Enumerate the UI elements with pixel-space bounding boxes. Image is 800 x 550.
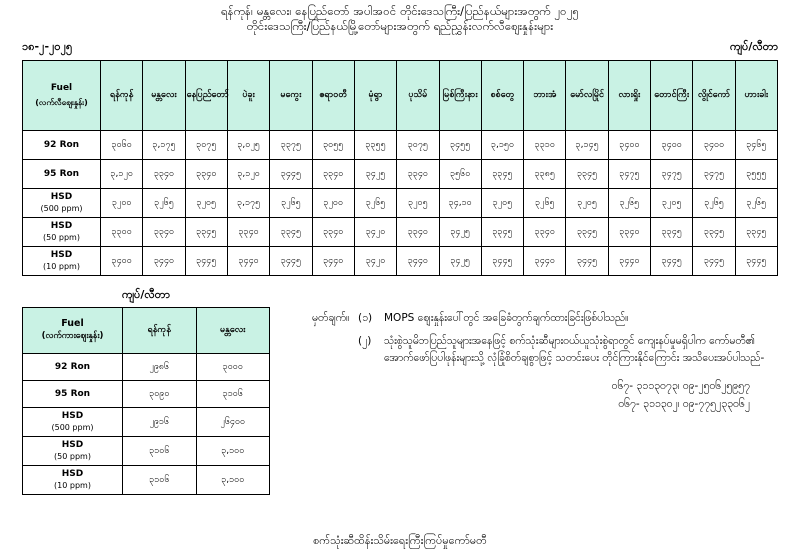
table-row [23,354,270,381]
price-cell: ၃၃၁၀ [524,131,566,160]
price-cell: ၃၃၀၀ [101,218,143,247]
column-header-10: ဘားအံ [524,61,566,131]
price-cell: ၃၂၆၅ [354,189,396,218]
header-line-1: ရန်ကုန်၊ မန္တလေး၊ နေပြည်တော် အပါအဝင် တိုင်းဒေသကြီး/ပြည်နယ်များအတွက် ၂၀၂၅ [220,4,580,18]
price-cell: ၃၄၂၅ [354,160,396,189]
fuel-header-subtitle: (လက်လီဈေးနှုန်း) [35,98,88,107]
contact-phone: ၀၆၇- ၃၁၁၃၀၇၃၊ ၀၉-၂၅၀၆၂၅၉၅၇ [611,380,750,392]
price-cell: ၂၆၄၀၀ [196,408,270,437]
price-cell: ၃၂၆၅ [143,189,185,218]
price-cell: ၃၂၆၅ [735,189,777,218]
price-cell: ၃၄၄၅ [735,247,777,276]
price-cell: ၃၃၄၀ [143,218,185,247]
price-cell: ၃၂၆၅ [270,189,312,218]
price-cell: ၃၄၄၅ [566,247,608,276]
column-header-6: မုံရွာ [354,61,396,131]
document-header [0,0,800,34]
main-table-head [23,61,778,131]
table-row [23,466,270,495]
column-header-14: လွိုင်ကော် [693,61,735,131]
price-cell: ၃၃၄၅ [270,218,312,247]
small-table-body [23,354,270,495]
price-cell: ၃၄၇၅ [693,160,735,189]
price-cell: ၃၃၄၀ [185,160,227,189]
column-header-15: ဟားခါး [735,61,777,131]
price-cell: ၃၀၅၅ [312,131,354,160]
table-row [23,381,270,408]
price-cell: ၃၀၇၅ [185,131,227,160]
price-cell: ၃၅၆၀ [439,160,481,189]
price-cell: ၃၄၂၀ [354,218,396,247]
note-number: (၁) [358,312,373,324]
row-label [23,189,101,218]
price-cell: ၃,၁၇၅ [227,189,269,218]
table-row [23,131,778,160]
row-label [23,381,123,408]
price-cell: ၃၀၉၀ [123,381,197,408]
row-label-sub: (500 ppm) [51,423,94,432]
price-cell: ၃,၁၀၀ [196,437,270,466]
price-cell: ၃၄၄၀ [143,247,185,276]
price-cell: ၃,၁၇၅ [143,131,185,160]
price-cell: ၃၂၀၅ [651,189,693,218]
row-label-sub: (500 ppm) [40,204,83,213]
price-cell: ၃၄၄၀ [312,247,354,276]
wholesale-fuel-header-subtitle: (လက်ကားဈေးနှုန်း) [41,331,104,341]
price-cell: ၃၂၀၅ [481,189,523,218]
contact-phone-list [312,377,778,413]
price-cell: ၃၃၄၅ [566,160,608,189]
price-cell: ၃၁၀၆ [196,381,270,408]
price-cell: ၃၄၀၀ [693,131,735,160]
price-cell: ၃၄၄၅ [651,247,693,276]
column-header-9: စစ်တွေ [481,61,523,131]
report-date: ၁၈-၂-၂၀၂၅ [22,40,73,53]
main-table-body [23,131,778,276]
price-cell: ၃၄၄၅ [270,247,312,276]
row-label-sub: (10 ppm) [54,481,91,490]
row-label-text: 95 Ron [54,388,91,399]
price-cell: ၃၃၄၀ [608,218,650,247]
main-table-wrapper [0,60,800,276]
retail-price-table [22,60,778,276]
price-cell: ၃၄၂၀ [354,247,396,276]
price-cell: ၃၂၆၅ [524,189,566,218]
row-label [23,466,123,495]
column-header-3: ပဲခူး [227,61,269,131]
price-cell: ၃၄၂၅ [439,247,481,276]
small-table-header-row [23,308,270,354]
price-cell: ၃၂၆၅ [693,189,735,218]
price-cell: ၃၂၀၀ [101,189,143,218]
price-cell: ၃၀၇၅ [397,131,439,160]
table-row [23,247,778,276]
column-header-12: လားရှိုး [608,61,650,131]
wholesale-unit-label: ကျပ်/လီတာ [122,288,170,301]
column-header-0: ရန်ကုန် [101,61,143,131]
price-cell: ၃၃၄၅ [185,218,227,247]
row-label-text: 92 Ron [43,139,80,150]
notes-block [294,288,778,495]
column-header-13: တောင်ကြီး [651,61,693,131]
row-label [23,408,123,437]
price-cell: ၃,၁၄၅ [566,131,608,160]
row-label-text: HSD [50,250,73,260]
price-cell: ၃,၁၂၀ [227,160,269,189]
price-cell: ၃၃၄၅ [735,218,777,247]
price-cell: ၃၄၄၀ [524,247,566,276]
row-label-text: 92 Ron [54,361,91,372]
price-cell: ၃၃၄၅ [693,218,735,247]
price-cell: ၃၂၀၀ [312,189,354,218]
price-cell: ၃၃၄၀ [312,160,354,189]
wholesale-column-header-0: ရန်ကုန် [123,308,197,354]
price-cell: ၃၄၀၀ [101,247,143,276]
row-label-text: HSD [61,469,84,479]
price-cell: ၃၃၄၀ [312,218,354,247]
price-cell: ၃၂၀၅ [397,189,439,218]
note-spacer [312,333,358,367]
price-cell: ၂၉၈၆ [123,354,197,381]
column-header-1: မန္တလေး [143,61,185,131]
small-table-head [23,308,270,354]
price-cell: ၃၄၄၅ [693,247,735,276]
price-cell: ၃၃၄၀ [397,160,439,189]
table-row [23,160,778,189]
price-cell: ၃၄၄၀ [397,247,439,276]
wholesale-price-table [22,307,270,495]
header-line-2: တိုင်းဒေသကြီး/ပြည်နယ်မြို့တော်များအတွက် ရည်ညွှန်းလက်လီဈေးနှုန်းများ [246,19,554,33]
note-number: (၂) [358,335,372,347]
price-cell: ၃၄၄၀ [608,247,650,276]
price-cell: ၃၃၅၅ [354,131,396,160]
row-label-text: HSD [61,440,84,450]
price-cell: ၃၄၄၅ [270,160,312,189]
price-cell: ၃၀၀၀ [196,354,270,381]
row-label-text: HSD [50,221,73,231]
price-cell: ၃၄၇၅ [608,160,650,189]
price-cell: ၃၃၄၅ [566,218,608,247]
price-cell: ၃၁၀၆ [123,466,197,495]
column-header-2: နေပြည်တော် [185,61,227,131]
price-cell: ၃၄,၁၀ [439,189,481,218]
price-cell: ၃,၁၂၀ [101,160,143,189]
lower-section [0,288,800,495]
row-label-text: HSD [50,192,73,202]
note-item [312,310,778,327]
column-header-11: မော်လမြိုင် [566,61,608,131]
price-cell: ၃၂၀၅ [185,189,227,218]
price-cell: ၃၄၅၅ [439,131,481,160]
price-cell: ၃,၀၂၅ [227,131,269,160]
price-cell: ၃၄၂၅ [439,218,481,247]
column-header-5: ဧရာဝတီ [312,61,354,131]
note-text: သုံးစွဲသူမိဘပြည်သူများအနေဖြင့် စက်သုံးဆီများဝယ်ယူသုံးစွဲရာတွင် ကျေးနပ်မှုမရှိပါက ကော်မတီ၏ အောက်ဖော်ပြပါဖုန်းများသို့ လုံခြုံစိတ်ချစွာဖြင့် သတင်းပေး တိုင်ကြားနိုင်ကြောင်း အသိပေးအပ်ပါသည်- [384,335,765,364]
row-label [23,131,101,160]
table-row [23,189,778,218]
column-header-7: ပုသိမ် [397,61,439,131]
price-cell: ၃၅၅၅ [735,160,777,189]
price-cell: ၃၃၄၀ [524,218,566,247]
price-cell: ၃,၁၅၀ [481,131,523,160]
price-cell: ၃၄၄၀ [227,247,269,276]
price-cell: ၃၂၆၅ [608,189,650,218]
row-label [23,160,101,189]
row-label [23,354,123,381]
main-table-header-row [23,61,778,131]
price-cell: ၃၃၇၅ [270,131,312,160]
note-text: MOPS ဈေးနှုန်းပေါ်တွင် အခြေခံတွက်ချက်ထားခြင်းဖြစ်ပါသည်။ [384,312,629,324]
price-cell: ၃၂၀၅ [566,189,608,218]
fuel-column-header [23,61,101,131]
note-item [312,333,778,367]
row-label-text: 95 Ron [43,168,80,179]
row-label-sub: (50 ppm) [54,452,91,461]
table-row [23,437,270,466]
price-cell: ၃၄၀၀ [608,131,650,160]
row-label [23,437,123,466]
wholesale-block [22,288,294,495]
notes-label: မှတ်ချက်။ [312,312,350,324]
price-cell: ၃၄၇၅ [651,160,693,189]
price-cell: ၃၃၄၅ [481,218,523,247]
fuel-header-title: Fuel [50,83,73,93]
price-cell: ၃၄၀၀ [651,131,693,160]
wholesale-fuel-column-header [23,308,123,354]
meta-row [0,34,800,60]
row-label-sub: (50 ppm) [43,233,80,242]
row-label [23,247,101,276]
contact-phone: ၀၆၇- ၃၁၁၃၀၂၊ ၀၉-၇၇၅၂၃၃၀၆၂ [618,398,750,410]
price-cell: ၂၉၁၆ [123,408,197,437]
price-cell: ၃၃၄၀ [227,218,269,247]
price-cell: ၃၃၄၅ [481,160,523,189]
row-label-text: HSD [61,411,84,421]
column-header-8: မြစ်ကြီးနား [439,61,481,131]
price-cell: ၃၄၄၅ [185,247,227,276]
price-cell: ၃၃၄၀ [397,218,439,247]
column-header-4: မကွေး [270,61,312,131]
row-label-sub: (10 ppm) [43,262,80,271]
table-row [23,218,778,247]
price-cell: ၃၃၄၀ [143,160,185,189]
table-row [23,408,270,437]
price-unit-label: ကျပ်/လီတာ [730,40,778,53]
price-cell: ၃၄၄၅ [481,247,523,276]
document-footer: စက်သုံးဆီထိန်းသိမ်းရေးကြီးကြပ်မှုကော်မတီ [313,534,487,547]
wholesale-fuel-header-title: Fuel [61,318,84,329]
wholesale-column-header-1: မန္တလေး [196,308,270,354]
price-cell: ၃၃၄၅ [651,218,693,247]
price-cell: ၃၃၈၅ [524,160,566,189]
price-cell: ၃၁၀၆ [123,437,197,466]
price-cell: ၃၄၆၅ [735,131,777,160]
price-cell: ၃,၁၀၀ [196,466,270,495]
row-label [23,218,101,247]
price-cell: ၃၀၆၀ [101,131,143,160]
